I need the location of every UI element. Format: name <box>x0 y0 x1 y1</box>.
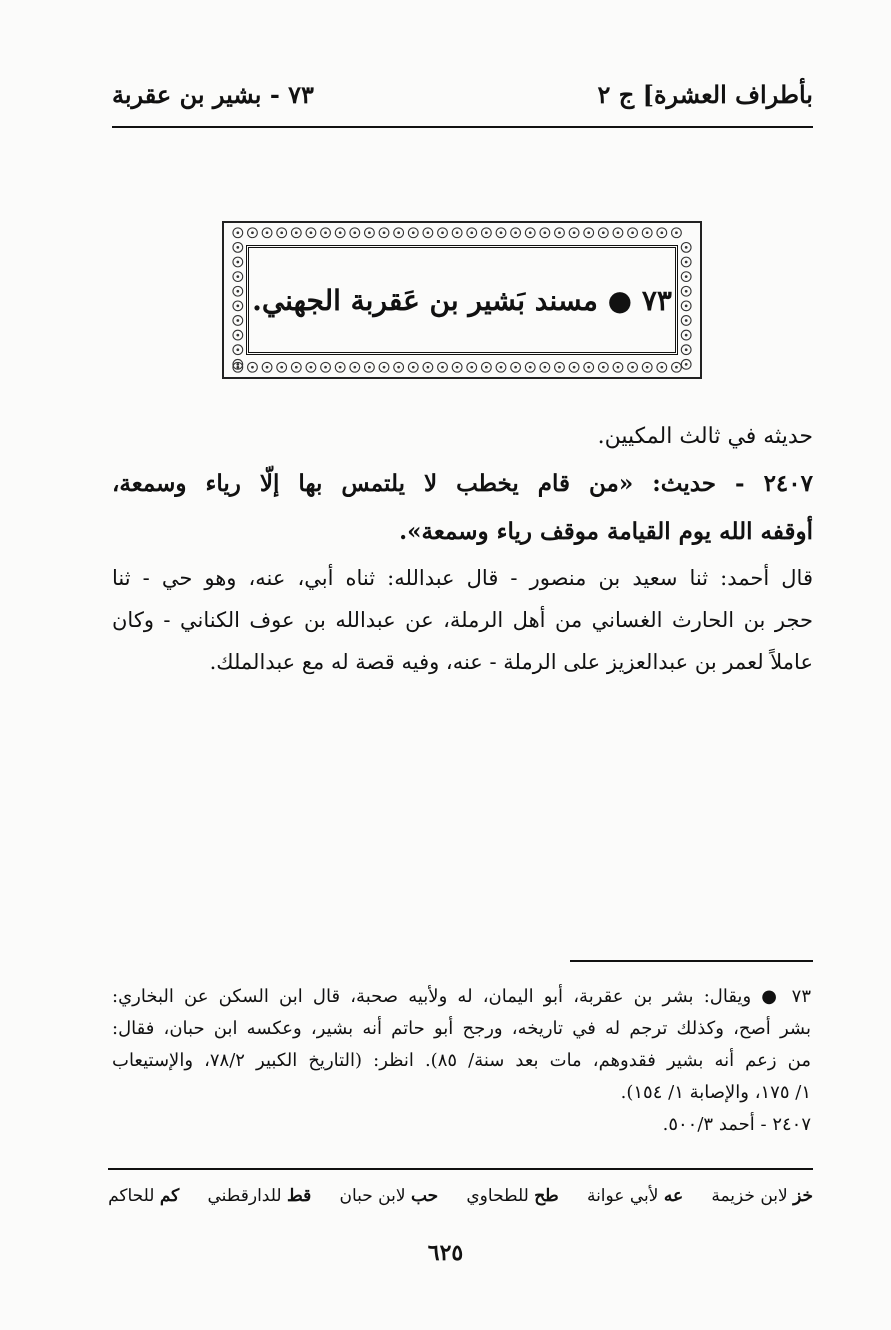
running-header-book: بأطراف العشرة] ج ٢ <box>597 80 813 109</box>
page-number: ٦٢٥ <box>427 1240 464 1266</box>
abbreviation-item: طح للطحاوي <box>466 1186 559 1206</box>
chain-line-3: عاملاً لعمر بن عبدالعزيز على الرملة - عنه، وفيه قصة له مع عبدالملك. <box>209 650 813 674</box>
footnote-line-4: ١/ ١٧٥، والإصابة ١/ ١٥٤). <box>620 1082 811 1103</box>
footnote-line-3: من زعم أنه بشير فقدوهم، مات بعد سنة/ ٨٥). انظر: (التاريخ الكبير ٧٨/٢، والإستيعاب <box>112 1050 811 1071</box>
abbreviation-item: خز لابن خزيمة <box>711 1186 813 1206</box>
abbreviation-item: قط للدارقطني <box>207 1186 312 1206</box>
section-title: ٧٣ ● مسند بَشير بن عَقربة الجهني. <box>252 283 672 317</box>
intro-text: حديثه في ثالث المكيين. <box>597 424 813 449</box>
abbreviations-rule <box>108 1168 813 1170</box>
abbreviation-item: حب لابن حبان <box>339 1186 439 1206</box>
hadith-text-line-2: أوقفه الله يوم القيامة موقف رياء وسمعة». <box>399 518 813 545</box>
footnote-line-2: بشر أصح، وكذلك ترجم له في تاريخه، ورجح أبو حاتم أنه بشير، وعكسه ابن حبان، فقال: <box>112 1018 811 1039</box>
chain-line-1: قال أحمد: ثنا سعيد بن منصور - قال عبدالله: ثناه أبي، عنه، وهو حي - ثنا <box>112 566 813 590</box>
abbreviation-item: كم للحاكم <box>108 1186 180 1206</box>
running-header-section: ٧٣ - بشير بن عقربة <box>112 80 314 109</box>
header-rule <box>112 126 813 128</box>
footnote-rule <box>570 960 813 962</box>
section-title-box <box>246 245 678 355</box>
abbreviation-item: عه لأبي عوانة <box>586 1186 684 1206</box>
abbreviations-key <box>108 1186 813 1206</box>
section-title-frame <box>222 221 702 379</box>
hadith-text-line-1: ٢٤٠٧ - حديث: «من قام يخطب لا يلتمس بها إلّا رياء وسمعة، <box>112 470 813 497</box>
footnote-line-1: ٧٣ ● ويقال: بشر بن عقربة، أبو اليمان، له ولأبيه صحبة، قال ابن السكن عن البخاري: <box>112 986 811 1007</box>
footnote-line-5: ٢٤٠٧ - أحمد ٥٠٠/٣. <box>662 1114 811 1135</box>
chain-line-2: حجر بن الحارث الغساني من أهل الرملة، عن عبدالله بن عوف الكناني - وكان <box>112 608 813 632</box>
